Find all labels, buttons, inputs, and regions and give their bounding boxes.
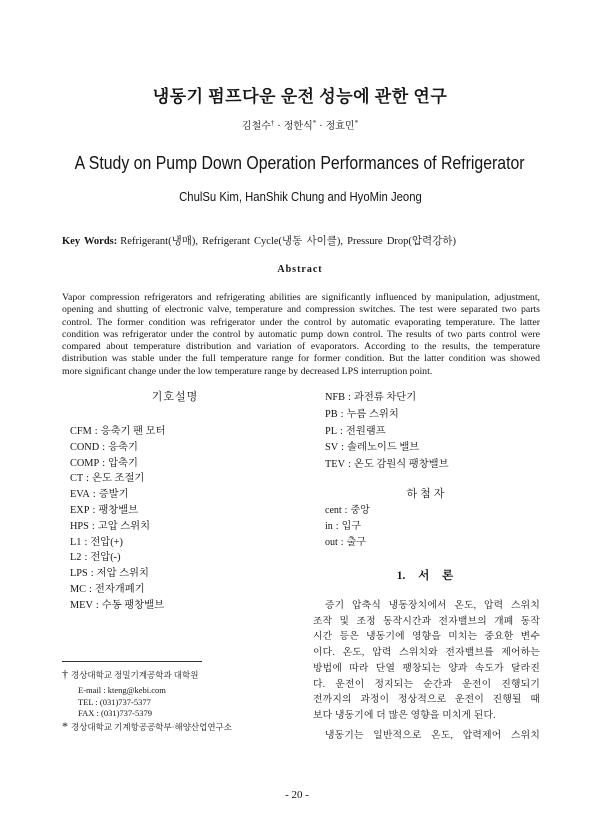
nomenclature-symbol: PL bbox=[325, 425, 338, 437]
nomenclature-meaning: 누름 스위치 bbox=[346, 408, 399, 420]
nomenclature-separator: : bbox=[348, 392, 351, 403]
nomenclature-meaning: 온도 감원식 팽창밸브 bbox=[353, 459, 449, 470]
introduction-line: 전까지의 과정이 정상적으로 운전이 진행될 때 bbox=[313, 694, 540, 706]
nomenclature-meaning: 전자개폐기 bbox=[94, 583, 145, 595]
footnote-fax: FAX : (031)737-5379 bbox=[78, 708, 152, 718]
author-name: 정한식 bbox=[283, 121, 313, 132]
subscript-symbol: cent bbox=[325, 505, 342, 516]
footnote-affiliation-text: 경상대학교 정밀기계공학과 대학원 bbox=[71, 670, 199, 680]
nomenclature-meaning: 전원램프 bbox=[345, 425, 386, 437]
nomenclature-symbol: NFB bbox=[325, 392, 346, 403]
nomenclature-item bbox=[70, 487, 165, 503]
nomenclature-symbol: MEV bbox=[70, 599, 93, 611]
subscript-item bbox=[325, 503, 370, 519]
abstract-line: distribution was stable under the full temperature range for former condition. But the latter condition was showed bbox=[62, 353, 540, 365]
nomenclature-symbol: CFM bbox=[70, 426, 92, 437]
introduction-line: 방법에 따라 단열 팽창되는 양과 속도가 달라진 bbox=[313, 662, 540, 674]
nomenclature-symbol: L2 bbox=[70, 552, 82, 564]
footnote-email: E-mail : kteng@kebi.com bbox=[78, 685, 166, 695]
subscript-item bbox=[325, 519, 370, 535]
nomenclature-symbol: SV bbox=[325, 442, 339, 454]
nomenclature-item bbox=[70, 550, 165, 566]
abstract-body bbox=[62, 292, 540, 378]
author-separator: · bbox=[319, 121, 323, 132]
abstract-heading: Abstract bbox=[277, 264, 323, 275]
author-mark: † bbox=[270, 119, 275, 127]
author-name: 정효민 bbox=[325, 121, 355, 132]
abstract-line: more significant change under the low temperature range by decreased LPS interruption point. bbox=[62, 365, 433, 377]
nomenclature-separator: : bbox=[84, 552, 88, 564]
nomenclature-item bbox=[70, 566, 165, 582]
nomenclature-item bbox=[325, 457, 449, 474]
subscripts-list bbox=[325, 503, 370, 551]
nomenclature-item bbox=[70, 598, 165, 614]
nomenclature-separator: : bbox=[94, 426, 98, 437]
page-number: - 20 - bbox=[285, 789, 309, 801]
subscript-meaning: 입구 bbox=[341, 521, 361, 532]
nomenclature-meaning: 저압 스위치 bbox=[96, 568, 149, 580]
introduction-line: 조작 및 조정 동작시간과 전자밸브의 개폐 동작 bbox=[313, 615, 540, 627]
footnote-tel: TEL : (031)737-5377 bbox=[78, 697, 151, 707]
subscript-symbol: out bbox=[325, 537, 338, 548]
keywords bbox=[62, 235, 456, 249]
nomenclature-separator: : bbox=[340, 425, 343, 437]
author-mark: * bbox=[354, 119, 359, 127]
nomenclature-meaning: 전압(+) bbox=[90, 536, 123, 548]
authors-english bbox=[0, 189, 600, 205]
subscript-meaning: 중앙 bbox=[350, 505, 370, 516]
nomenclature-separator: : bbox=[89, 583, 92, 595]
nomenclature-separator: : bbox=[91, 520, 95, 532]
introduction-line: 시간 등은 냉동기에 영향을 미치는 중요한 변수 bbox=[313, 631, 540, 643]
abstract-line: Vapor compression refrigerators and refrigerating abilities are significantly influenced by manipulation, adjustment, bbox=[62, 292, 540, 303]
paper-title-english bbox=[0, 152, 600, 174]
nomenclature-list-left bbox=[70, 424, 165, 614]
nomenclature-item bbox=[70, 456, 165, 472]
nomenclature-item bbox=[70, 471, 165, 487]
introduction-body bbox=[313, 598, 540, 744]
footnote-affiliation-2 bbox=[62, 720, 232, 733]
nomenclature-item bbox=[325, 424, 449, 441]
abstract-line: control. The former condition was refrigerator under the control by automatic evaporating temperature. The latter bbox=[62, 316, 540, 328]
nomenclature-separator: : bbox=[341, 442, 345, 454]
nomenclature-separator: : bbox=[102, 441, 106, 453]
nomenclature-meaning: 과전류 차단기 bbox=[353, 392, 417, 403]
footnote-rule bbox=[62, 661, 202, 662]
subscript-meaning: 출구 bbox=[346, 537, 366, 548]
nomenclature-meaning: 고압 스위치 bbox=[97, 520, 151, 532]
nomenclature-meaning: 응축기 팬 모터 bbox=[100, 426, 166, 437]
keywords-text: Refrigerant(냉매), Refrigerant Cycle(냉동 사이클), Pressure Drop(압력강하) bbox=[120, 236, 456, 247]
nomenclature-item bbox=[70, 440, 165, 456]
paper-title-english-text: A Study on Pump Down Operation Performances of Refrigerator bbox=[75, 153, 525, 173]
abstract-line: compared about temperature distribution and variation of evaporators. According to the results, the temperature bbox=[62, 341, 540, 353]
nomenclature-separator: : bbox=[348, 459, 351, 470]
author-mark: * bbox=[312, 119, 317, 127]
nomenclature-symbol: COND bbox=[70, 441, 100, 453]
nomenclature-item bbox=[70, 582, 165, 598]
footnote-mark: † bbox=[62, 667, 68, 681]
abstract-line: opening and shutting of electronic valve, temperature and compression switches. The test were separated two parts bbox=[62, 304, 540, 316]
footnote-mark: * bbox=[62, 719, 68, 733]
subscript-separator: : bbox=[335, 521, 339, 532]
nomenclature-separator: : bbox=[102, 457, 106, 469]
nomenclature-symbol: MC bbox=[70, 583, 87, 595]
nomenclature-symbol: PB bbox=[325, 408, 338, 420]
nomenclature-symbol: EVA bbox=[70, 489, 90, 501]
introduction-line: 냉동기는 일반적으로 온도, 압력제어 스위치 bbox=[325, 729, 540, 741]
nomenclature-separator: : bbox=[92, 504, 96, 516]
introduction-line: 다. 운전이 정지되는 순간과 운전이 진행되기 bbox=[313, 678, 540, 690]
nomenclature-meaning: 온도 조절기 bbox=[92, 473, 145, 485]
author-separator: · bbox=[277, 121, 281, 132]
subscript-symbol: in bbox=[325, 521, 333, 532]
nomenclature-meaning: 솔레노이드 밸브 bbox=[347, 442, 420, 454]
subscript-separator: : bbox=[344, 505, 348, 516]
nomenclature-symbol: EXP bbox=[70, 504, 90, 516]
nomenclature-meaning: 압축기 bbox=[108, 457, 138, 469]
paper-title-korean: 냉동기 펌프다운 운전 성능에 관한 연구 bbox=[152, 87, 448, 106]
nomenclature-separator: : bbox=[90, 568, 94, 580]
nomenclature-separator: : bbox=[92, 489, 96, 501]
nomenclature-separator: : bbox=[86, 473, 90, 485]
nomenclature-item bbox=[70, 424, 165, 440]
introduction-heading: 1. 서 론 bbox=[396, 570, 454, 582]
subscript-separator: : bbox=[340, 537, 344, 548]
nomenclature-meaning: 수동 팽창밸브 bbox=[101, 599, 165, 611]
subscripts-heading: 하첨자 bbox=[406, 488, 448, 500]
nomenclature-symbol: CT bbox=[70, 473, 84, 485]
nomenclature-item bbox=[325, 407, 449, 424]
nomenclature-symbol: HPS bbox=[70, 520, 89, 532]
nomenclature-separator: : bbox=[84, 536, 88, 548]
nomenclature-symbol: COMP bbox=[70, 457, 100, 469]
nomenclature-list-right bbox=[325, 390, 449, 474]
nomenclature-separator: : bbox=[340, 408, 344, 420]
footnote-affiliation-text: 경상대학교 기계항공공학부·해양산업연구소 bbox=[71, 722, 232, 732]
introduction-line: 증기 압축식 냉동장치에서 온도, 압력 스위치 bbox=[325, 600, 540, 611]
authors-korean bbox=[0, 120, 600, 134]
nomenclature-item bbox=[325, 390, 449, 407]
nomenclature-item bbox=[70, 535, 165, 551]
author-name: 김철수 bbox=[241, 121, 271, 132]
nomenclature-symbol: L1 bbox=[70, 536, 82, 548]
keywords-label: Key Words: bbox=[62, 236, 118, 247]
nomenclature-meaning: 증발기 bbox=[98, 489, 129, 501]
nomenclature-separator: : bbox=[95, 599, 99, 611]
introduction-line: 보다 냉동기에 더 많은 영향을 미치게 된다. bbox=[313, 709, 496, 721]
nomenclature-meaning: 전압(-) bbox=[90, 552, 121, 564]
introduction-line: 이다. 온도, 압력 스위치와 전자밸브를 제어하는 bbox=[313, 647, 540, 659]
footnote-affiliation-1 bbox=[62, 668, 198, 681]
nomenclature-heading: 기호설명 bbox=[151, 391, 199, 403]
nomenclature-symbol: TEV bbox=[325, 459, 346, 470]
nomenclature-meaning: 응축기 bbox=[108, 441, 138, 453]
nomenclature-meaning: 팽창밸브 bbox=[98, 504, 139, 516]
nomenclature-item bbox=[70, 503, 165, 519]
abstract-line: condition was refrigerator under the control by automatic pump down control. The results of two parts control were bbox=[62, 328, 540, 340]
nomenclature-item bbox=[70, 519, 165, 535]
nomenclature-symbol: LPS bbox=[70, 568, 88, 580]
authors-english-text: ChulSu Kim, HanShik Chung and HyoMin Jeong bbox=[178, 189, 422, 204]
nomenclature-item bbox=[325, 440, 449, 457]
subscript-item bbox=[325, 535, 370, 551]
